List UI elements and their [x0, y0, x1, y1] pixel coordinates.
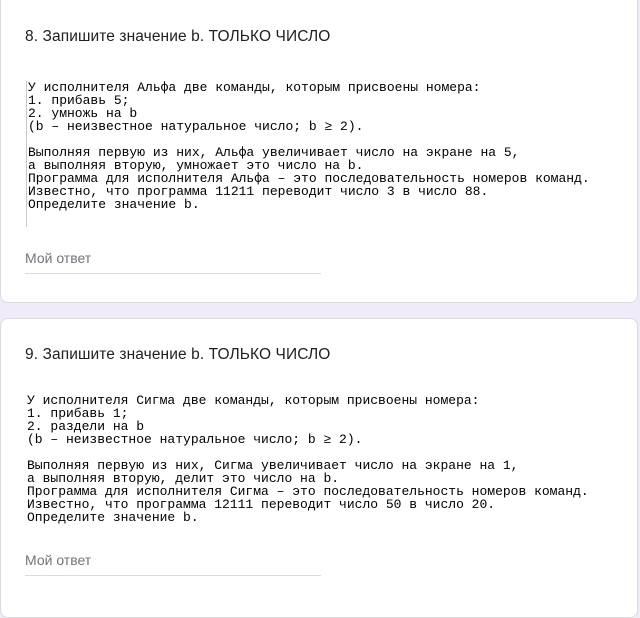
question-title: 9. Запишите значение b. ТОЛЬКО ЧИСЛО — [25, 346, 331, 363]
answer-input[interactable]: Мой ответ — [25, 250, 321, 274]
question-card-8 — [0, 0, 638, 303]
question-card-9 — [0, 318, 638, 618]
question-text: У исполнителя Сигма две команды, которым присвоены номера: 1. прибавь 1; 2. раздели на b (b – неизвестное натуральное число; b ≥ 2). Выполняя первую из них, Сигма увеличивает число на экране на 1, а выполняя вторую, делит это число на b. Программа для исполнителя Сигма – это последовательность номеров команд. Известно, что программа 12111 переводит число 50 в число 20. Определите значение b. — [27, 393, 589, 525]
question-title: 8. Запишите значение b. ТОЛЬКО ЧИСЛО — [25, 28, 331, 45]
question-text: У исполнителя Альфа две команды, которым присвоены номера: 1. прибавь 5; 2. умножь на b (b – неизвестное натуральное число; b ≥ 2). Выполняя первую из них, Альфа увеличивает число на экране на 5, а выполняя вторую, умножает это число на b. Программа для исполнителя Альфа – это последовательность номеров команд. Известно, что программа 11211 переводит число 3 в число 88. Определите значение b. — [26, 81, 590, 227]
answer-input[interactable]: Мой ответ — [25, 552, 321, 576]
